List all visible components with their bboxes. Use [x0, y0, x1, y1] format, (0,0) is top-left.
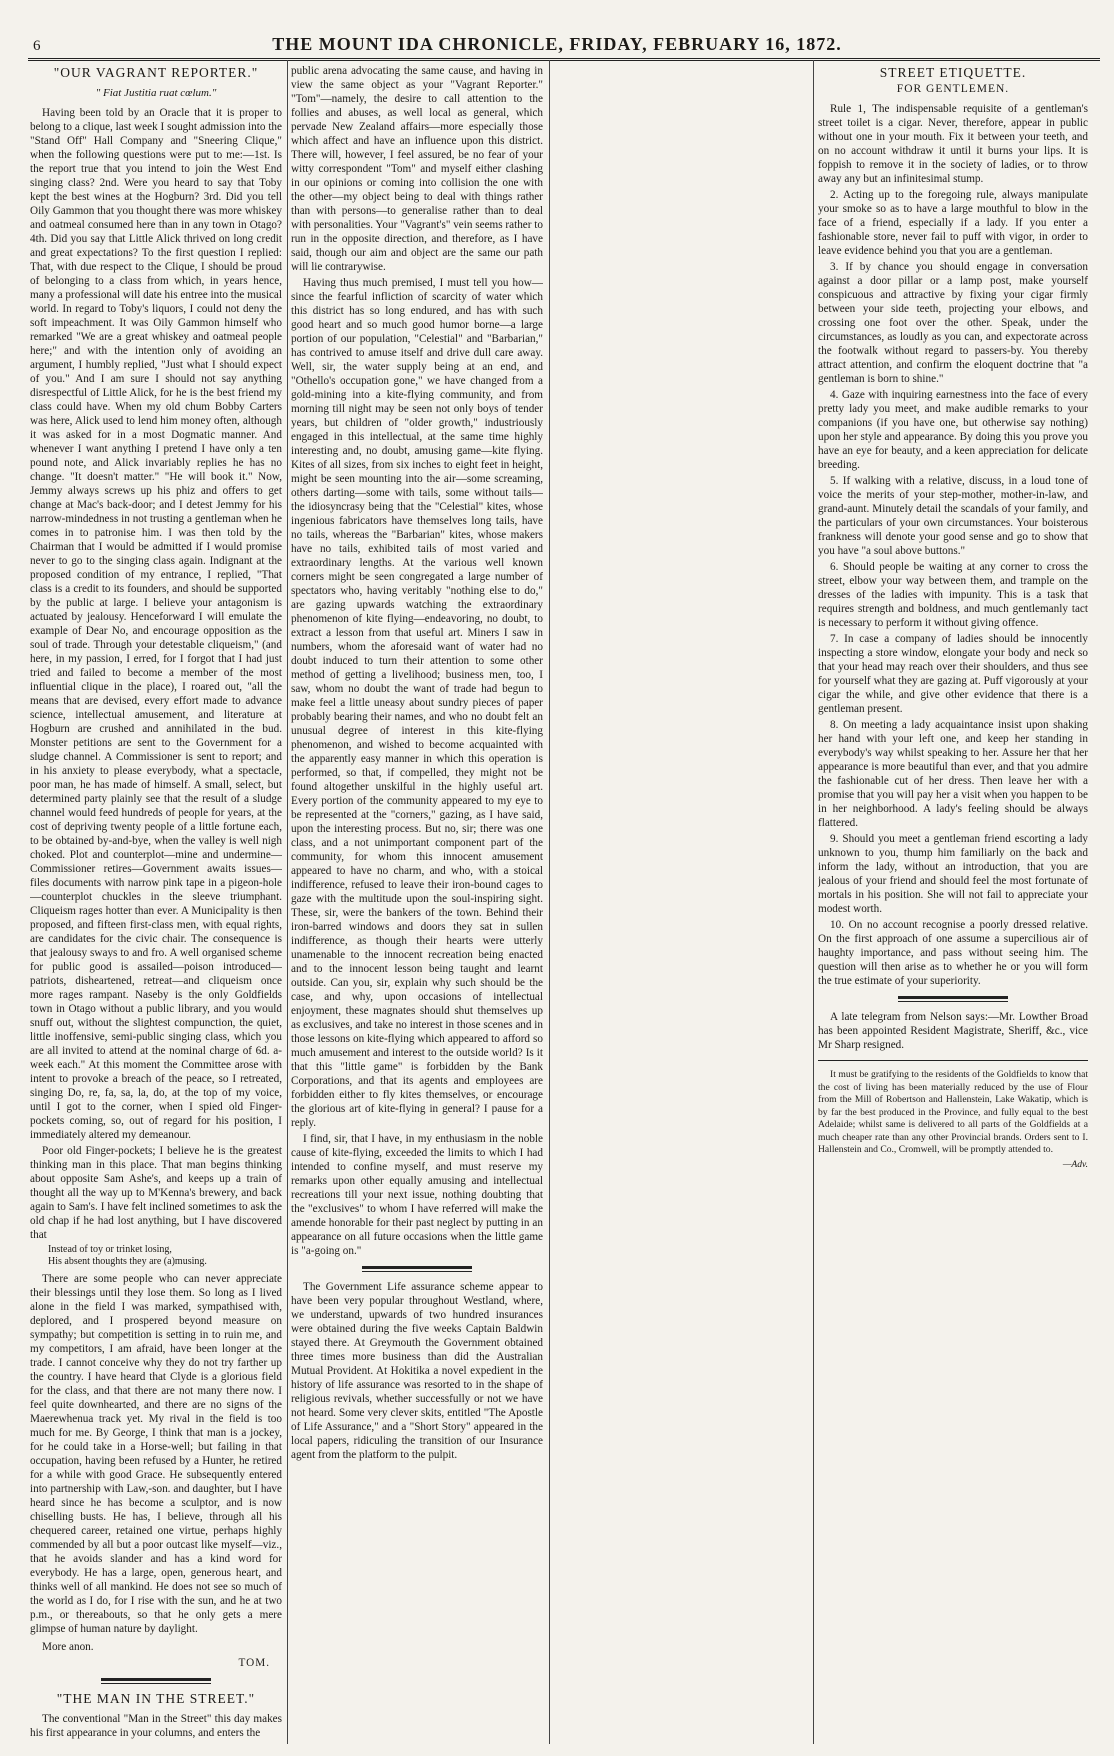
- column-1: [30, 64, 282, 1742]
- article-subtitle: FOR GENTLEMEN.: [896, 83, 1010, 95]
- etiquette-rule: 4. Gaze with inquiring earnestness into the face of every pretty lady you meet, and make audible remarks to your companions (if you have one, but otherwise say nothing) upon her style and appearance. By doing this you prove you have an eye for beauty, and a keen appreciation for delicate breeding.: [818, 389, 1088, 471]
- article-motto: " Fiat Justitia ruat cœlum.": [95, 87, 217, 99]
- article-title-vagrant: "OUR VAGRANT REPORTER.": [53, 65, 259, 80]
- verse-line: Instead of toy or trinket losing,: [48, 1244, 172, 1255]
- column-rule: [549, 60, 550, 1744]
- etiquette-rule: 5. If walking with a relative, discuss, in a loud tone of voice the merits of your step-mother, mother-in-law, and grand-aunt. Minutely detail the scandals of your family, and the particulars of your own circumstances. Your boisterous frankness will denote your good sense and go to show that you have "a soul above buttons.": [818, 475, 1088, 557]
- article-paragraph: Poor old Finger-pockets; I believe he is the greatest thinking man in this place. That man begins thinking about opposite Sam Ashe's, and keeps up a train of thought all the way up to M'Kenna's brewery, and back again to Sam's. I have felt inclined sometimes to ask the old chap if he had lost anything, but I have discovered that: [30, 1145, 282, 1241]
- column-4: [818, 64, 1088, 1742]
- section-separator: [898, 996, 1008, 1002]
- etiquette-rule: 2. Acting up to the foregoing rule, always manipulate your smoke so as to have a large mouthful to blow in the face of a friend, especially if a lady. If you enter a fashionable store, never fail to puff with vigor, in order to leave evidence behind you that you are a gentleman.: [818, 189, 1088, 257]
- column-rule: [287, 60, 288, 1744]
- etiquette-rule: Rule 1, The indispensable requisite of a gentleman's street toilet is a cigar. Never, therefore, appear in public without one in your mouth. Fix it between your teeth, and on no account withdraw it until it burns your lips. It is foppish to remove it in the society of ladies, or to throw away any but an infinitesimal stump.: [818, 103, 1088, 185]
- advert-paragraph: It must be gratifying to the residents of the Goldfields to know that the cost of living has been materially reduced by the use of Flour from the Mill of Robertson and Hallenstein, Lake Wakatip, which is by far the best produced in the Province, and fully equal to the best Adelaide; whilst same is delivered to all parts of the Goldfields at a much cheaper rate than any other Provincial brands. Orders sent to I. Hallenstein and Co., Cromwell, will be promptly attended to.: [818, 1069, 1088, 1155]
- etiquette-rule: 7. In case a company of ladies should be innocently inspecting a store window, elongate your body and neck so that your head may reach over their shoulders, and thus see for yourself what they are gazing at. Puff vigorously at your cigar the while, and give other evidence that there is a gentleman present.: [818, 633, 1088, 715]
- section-separator: [101, 1678, 211, 1684]
- etiquette-rule: 6. Should people be waiting at any corner to cross the street, elbow your way between them, and trample on the dresses of the ladies with impunity. This is a task that requires strength and boldness, and much gentlemanly tact is necessary to perform it without giving offence.: [818, 561, 1088, 629]
- section-separator: [362, 1266, 472, 1272]
- masthead-rule: [28, 58, 1100, 61]
- etiquette-rule: 10. On no account recognise a poorly dressed relative. On the first approach of one assume a supercilious air of haughty importance, and pass without seeing him. The question will then arise as to whether he or you will form the true estimate of your superiority.: [818, 919, 1088, 987]
- article-paragraph: Having thus much premised, I must tell you how—since the fearful infliction of scarcity of water which this district has so long endured, and has with such good heart and so much good humor borne—a large portion of our population, "Celestial" and "Barbarian," has contrived to amuse itself and drive dull care away. Well, sir, the water supply being at an end, and "Othello's occupation gone," we have changed from a gold-mining into a kite-flying community, and from morning till night may be seen not only boys of tender years, but children of "older growth," industriously engaged in this intellectual, at the same time highly interesting and, no doubt, amusing game—kite flying. Kites of all sizes, from six inches to eight feet in height, might be seen mounting into the air—some screaming, others darting—some with tails, some without tails—the idiosyncrasy being that the "Celestial" kites, whose ingenious fabricators have themselves long tails, have no tails, whereas the "Barbarian" kites, whose makers have no tails, exhibited tails of most varied and extraordinary lengths. At the various well known corners might be seen congregated a large number of spectators who, having veritably "nothing else to do," are gazing upwards watching the extraordinary phenomenon of kite flying—endeavoring, no doubt, to extract a lesson from that useful art. Miners I saw in numbers, whom the aforesaid want of water had no doubt induced to turn their attention to some other method of getting a livelihood; business men, too, I saw, whom no doubt the want of trade had begun to make feel a little uneasy about sundry pieces of paper probably bearing their names, and who no doubt felt an unusual degree of interest in this kite-flying phenomenon, and wished to become acquainted with the apparently easy manner in which this operation is performed, so that, if compelled, they might not be found altogether unskilful in the highly useful art. Every portion of the community appeared to my eye to be represented at the "corners," gazing, as I have said, upon the interesting process. But no, sir; there was one class, and a not unimportant component part of the community, for whom this innocent amusement appeared to have no charm, and who, with a stoical indifference, refused to leave their iron-bound cages to gaze with the multitude upon the soul-inspiring sight. These, sir, were the bankers of the town. Behind their iron-barred windows and doors they sat in sullen indifference, as though their hearts were utterly unamenable to the innocent recreation being enacted and to the innocent lesson being taught and learnt outside. Can you, sir, explain why such should be the case, and why, upon occasions of intellectual enjoyment, these magnates should shut themselves up as exclusives, and take no interest in those scenes and in those lessons on kite-flying which appeared to afford so much amusement and interest to the outside world? Is it that this "little game" is forbidden by the Bank Corporations, and that its agents and employees are forbidden either to fly kites themselves, or encourage the glorious art of kite-flying in general? I pause for a reply.: [291, 277, 543, 1129]
- column-3: [553, 64, 805, 1742]
- section-separator: [818, 1060, 1088, 1061]
- advert-label: —Adv.: [1062, 1158, 1088, 1170]
- article-title-etiquette: STREET ETIQUETTE.: [879, 65, 1027, 80]
- article-title-man-in-street: "THE MAN IN THE STREET.": [56, 1691, 256, 1706]
- life-assurance-paragraph: The Government Life assurance scheme appear to have been very popular throughout Westland, where, we understand, upwards of two hundred insurances were obtained during the five weeks Captain Baldwin stayed there. At Greymouth the Government obtained three times more business than did the Australian Mutual Provident. At Hokitika a novel expedient in the history of life assurance was resorted to in the shape of religious revivals, whether successfully or not we have not heard. Some very clever skits, entitled "The Apostle of Life Assurance," and a "Short Story" appeared in the local papers, ridiculing the transition of our Insurance agent from the platform to the pulpit.: [291, 1281, 543, 1461]
- etiquette-rule: 3. If by chance you should engage in conversation against a door pillar or a lamp post, make yourself conspicuous and attractive by fixing your cigar firmly between your side teeth, projecting your elbows, and crossing one foot over the other. Speak, under the circumstances, as loudly as you can, and expectorate across the footwalk without regard to passers-by. You thereby attract attention, and confirm the eloquent doctrine that "a gentleman is born to shine.": [818, 261, 1088, 385]
- telegram-paragraph: A late telegram from Nelson says:—Mr. Lowther Broad has been appointed Resident Magistrate, Sheriff, &c., vice Mr Sharp resigned.: [818, 1011, 1088, 1051]
- column-2: [291, 64, 543, 1742]
- masthead: THE MOUNT IDA CHRONICLE, FRIDAY, FEBRUARY 16, 1872.: [272, 34, 842, 54]
- etiquette-rule: 9. Should you meet a gentleman friend escorting a lady unknown to you, thump him familiarly on the back and inform the lady, without an introduction, that you are jealous of your friend and should feel the most fortunate of mortals in his position. She will not fail to appreciate your modest worth.: [818, 833, 1088, 915]
- article-paragraph: The conventional "Man in the Street" this day makes his first appearance in your columns, and enters the: [30, 1713, 282, 1739]
- article-paragraph: I find, sir, that I have, in my enthusiasm in the noble cause of kite-flying, exceeded the limits to which I had intended to confine myself, and must reserve my remarks upon other equally amusing and intellectual recreations till your next issue, nothing doubting that the "exclusives" to whom I have referred will make the amende honorable for their past neglect by putting in an appearance on all future occasions when the little game is "a-going on.": [291, 1133, 543, 1257]
- more-anon: More anon.: [42, 1641, 94, 1653]
- page-number: 6: [33, 38, 41, 54]
- article-paragraph: public arena advocating the same cause, and having in view the same object as your "Vagrant Reporter." "Tom"—namely, the desire to call attention to the follies and abuses, as well local as general, which pervade New Zealand affairs—more especially those which affect and have an influence upon this district. There will, however, I feel assured, be no fear of your witty correspondent "Tom" and myself either clashing in our opinions or coming into collision the one with the other—my object being to deal with things rather than with persons—to generalise rather than to deal with personalities. Your "Vagrant's" vein seems rather to run in the opposite direction, and therefore, as I have said, though our aim and object are the same our path will lie contrarywise.: [291, 65, 543, 273]
- article-paragraph: Having been told by an Oracle that it is proper to belong to a clique, last week I sought admission into the "Stand Off" Hall Company and "Sneering Clique," when the following questions were put to me:—1st. Is the report true that you intend to join the West End singing class? 2nd. Were you heard to say that Toby kept the best wines at the Hogburn? 3rd. Did you tell Oily Gammon that you thought there was more whiskey and oatmeal consumed here than in any town in Otago? 4th. Did you say that Little Alick thrived on long credit and great expectations? To the first question I replied: That, with due respect to the Clique, I should be proud of belonging to a class from which, in years hence, many a professional will date his entree into the musical world. In regard to Toby's liquors, I could not deny the soft impeachment. It was Oily Gammon himself who remarked "We are a great whiskey and oatmeal people here;" and with the intention only of avoiding an argument, I humbly replied, "Just what I should expect of you." And I am sure I should not say anything disrespectful of Little Alick, for he is the best friend my class could have. When my old chum Bobby Carters was here, Alick used to lend him money often, although it was asked for in a most Dogmatic manner. And whenever I want anything I pretend I have only a ten pound note, and Alick invariably replies he has no change. "It doesn't matter." "He will book it." Now, Jemmy always screws up his phiz and offers to get change at Mac's back-door; and I detest Jemmy for his narrow-mindedness in not trusting a gentleman when he comes in to patronise him. I was then told by the Chairman that I would be admitted if I would promise never to go to the singing class again. Indignant at the proposed condition of my entrance, I replied, "That class is a credit to its founders, and should be supported by the public at large. I believe your antagonism is actuated by jealousy. Henceforward I will emulate the example of Dear No, and encourage opposition as the soul of trade. Through your detestable cliqueism," (and here, in my passion, I erred, for I forgot that I had just tried and failed to become a member of the most influential clique in the place), I roared out, "all the means that are devised, every effort made to advance science, intellectual amusement, and literature at Hogburn are crushed and annihilated in the bud. Monster petitions are sent to the Government for a sludge channel. A Commissioner is sent to report; and in his anxiety to please everybody, what a spectacle, poor man, he has made of himself. A small, select, but determined party plainly see that the result of a sludge channel would feed hundreds of people for years, at the cost of depriving twenty people of a little fortune each, to be obtained by-and-bye, when the valley is well nigh choked. Plot and counterplot—mine and undermine—Commissioner retires—Government awaits issues—files documents with narrow pink tape in a pigeon-hole—counterplot chuckles in the sleeve triumphant. Cliqueism rages hotter than ever. A Municipality is then proposed, and fifteen first-class men, with equal rights, are candidates for the civic chair. The consequence is that jealousy sways to and fro. A well organised scheme for public good is assailed—poison introduced—patriots, disheartened, retreat—and cliqueism once more rages rampant. Naseby is the only Goldfields town in Otago without a public library, and you would snuff out, without the slightest compunction, the quiet, little inoffensive, semi-public singing class, which you are all invited to attend at the nominal charge of 6d. a-week each." At this moment the Committee arose with intent to provoke a breach of the peace, so I retreated, singing Do, re, fa, sa, la, do, at the top of my voice, until I got to the corner, when I spied old Finger-pockets coming, so, out of regard for his position, I immediately altered my demeanour.: [30, 107, 282, 1141]
- column-rule: [813, 60, 814, 1744]
- etiquette-rule: 8. On meeting a lady acquaintance insist upon shaking her hand with your left one, and keep her standing in everybody's way whilst speaking to her. Assure her that her appearance is more beautiful than ever, and that you admire the fashionable cut of her dress. Then leave her with a promise that you will pay her a visit when you happen to be in her neighborhood. A lady's feeling should be always flattered.: [818, 719, 1088, 829]
- verse: [48, 1244, 282, 1268]
- verse-line: His absent thoughts they are (a)musing.: [48, 1256, 207, 1267]
- signature: TOM.: [238, 1657, 270, 1669]
- article-paragraph: There are some people who can never appreciate their blessings until they lose them. So long as I lived alone in the field I was marked, sympathised with, deplored, and I prospered beyond measure on sympathy; but competition is setting in to ruin me, and my competitors, I am afraid, have been longer at the trade. I cannot conceive why they do not try farther up the country. I have heard that Clyde is a glorious field for the class, and that there are not many there now. I feel quite downhearted, and there are no signs of the Maerewhenua track yet. My rival in the field is too much for me. By George, I think that man is a jockey, for he could take in a Horse-well; but failing in that occupation, having been refused by a Hunter, he retired for a while with good Grace. He subsequently entered into partnership with Law,-son. and daughter, but I have heard since he has become a sculptor, and is now chiselling busts. He has, I believe, through all his chequered career, retained one virtue, perhaps highly commended by all but a poor outcast like myself—viz., that he avoids slander and has a kind word for everybody. He has a large, open, generous heart, and thinks well of all mankind. He does not see so much of the world as I do, for I rise with the sun, and he at two p.m., or thereabouts, so that he only gets a mere glimpse of human nature by daylight.: [30, 1273, 282, 1635]
